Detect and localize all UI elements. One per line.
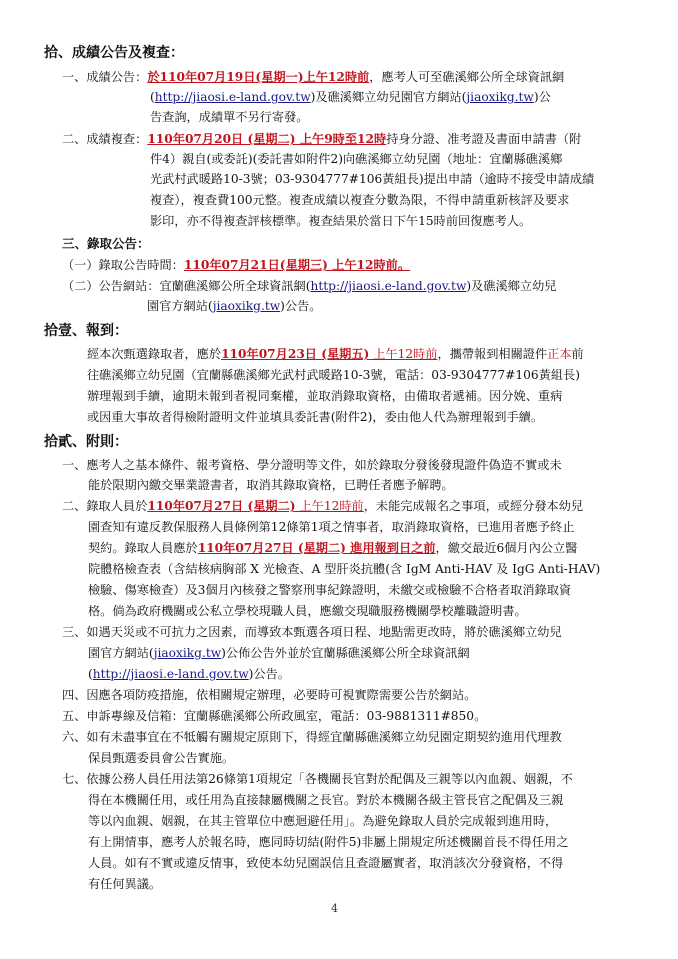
section-heading-results: 拾、成績公告及複查：	[44, 45, 184, 61]
registration-line-2: 往礁溪鄉立幼兒園（宜蘭縣礁溪鄉光武村武暖路10-3號，電話：03-9304777#106黃組長)	[87, 368, 580, 382]
admission-website-line-2: 園官方網站(jiaoxikg.tw)公告。	[147, 299, 322, 313]
appendix-item-2-line-2: 園查知有違反教保服務人員條例第12條第1項之情事者，取消錄取資格，已進用者應予終止	[88, 520, 575, 534]
admission-date: 110年07月21日(星期三) 上午12時前。	[183, 258, 411, 272]
results-review-line-4: 複查），複查費100元整。複查成績以複查分數為限，不得申請重新核評及要求	[150, 193, 570, 207]
page-number: 4	[331, 902, 338, 915]
original-copy-note: 正本	[547, 347, 572, 361]
results-review-date: 110年07月20日 (星期二) 上午9時至12時	[147, 132, 387, 146]
registration-line-3: 辦理報到手續，逾期未報到者視同棄權，並取消錄取資格，由備取者遞補。因分娩、重病	[87, 389, 563, 403]
registration-date: 110年07月23日 (星期五)	[221, 347, 370, 361]
appendix-item-7-line-3: 等以內血親、姻親，在其主管單位中應迴避任用」。為避免錄取人員於完成報到進用時，	[88, 814, 558, 828]
appendix-item-7-line-6: 有任何異議。	[88, 877, 162, 891]
appendix-item-7-line-5: 人員。如有不實或違反情事，致使本幼兒園誤信且查證屬實者，取消該次分發資格，不得	[88, 856, 564, 870]
appendix-item-4: 四、因應各項防疫措施，依相關規定辦理，必要時可視實際需要公告於網站。	[62, 688, 477, 702]
township-website-link-3[interactable]: http://jiaosi.e-land.gov.tw	[92, 667, 249, 681]
township-website-link[interactable]: http://jiaosi.e-land.gov.tw	[154, 90, 311, 104]
employment-time: 上午12時前	[295, 499, 364, 513]
results-announcement-line-2: (http://jiaosi.e-land.gov.tw)及礁溪鄉立幼兒園官方網站(jiaoxikg.tw)公	[150, 90, 551, 104]
results-announcement-line-3: 告查詢，成績單不另行寄發。	[150, 110, 309, 124]
results-review-line-5: 影印，亦不得複查評核標準。複查結果於當日下午15時前回復應考人。	[150, 214, 532, 228]
admission-heading: 三、錄取公告：	[62, 236, 150, 251]
results-review-line-2: 件4）親自(或委託)(委託書如附件2)向礁溪鄉立幼兒園（地址：宜蘭縣礁溪鄉	[150, 152, 563, 166]
results-review-line-3: 光武村武暖路10-3號；03-9304777#106黃組長)提出申請（逾時不接受申請成績	[150, 172, 595, 186]
appendix-item-2-line-5: 檢驗、傷寒檢查）及3個月內核發之警察刑事紀錄證明，未繳交或檢驗不合格者取消錄取資	[88, 583, 572, 597]
appendix-item-3-line-3: (http://jiaosi.e-land.gov.tw)公告。	[88, 667, 290, 681]
results-announcement-date: 於110年07月19日(星期一)上午12時前	[147, 70, 370, 84]
appendix-item-2-line-3: 契約。錄取人員應於110年07月27日 (星期二) 進用報到日之前，繳交最近6個月內公立醫	[88, 541, 578, 555]
registration-time: 上午12時前	[369, 347, 438, 361]
kindergarten-website-link[interactable]: jiaoxikg.tw	[466, 90, 534, 104]
results-review-line-1: 二、成績複查：110年07月20日 (星期二) 上午9時至12時持身分證、准考證及書面申請書（附	[62, 132, 582, 146]
admission-time-line: （一）錄取公告時間：110年07月21日(星期三) 上午12時前。	[62, 258, 411, 272]
appendix-item-2-line-4: 院體格檢查表（含結核病胸部 X 光檢查、A 型肝炎抗體(含 IgM Anti-HAV 及 IgG Anti-HAV)	[88, 562, 601, 576]
admission-website-line-1: （二）公告網站：宜蘭礁溪鄉公所全球資訊網(http://jiaosi.e-land.gov.tw)及礁溪鄉立幼兒	[62, 279, 557, 293]
appendix-item-3-line-1: 三、如遇天災或不可抗力之因素，而導致本甄選各項日程、地點需更改時，將於礁溪鄉立幼兒	[62, 625, 562, 639]
appendix-item-7-line-2: 得在本機關任用，或任用為直接隸屬機關之長官。對於本機關各級主管長官之配偶及三親	[88, 793, 564, 807]
section-heading-registration: 拾壹、報到：	[44, 323, 128, 339]
registration-line-1: 經本次甄選錄取者，應於110年07月23日 (星期五) 上午12時前，攜帶報到相關證件正本前	[87, 347, 584, 361]
township-website-link-2[interactable]: http://jiaosi.e-land.gov.tw	[310, 279, 467, 293]
appendix-item-2-line-6: 格。倘為政府機關或公私立學校現職人員，應繳交現職服務機關學校離職證明書。	[88, 604, 527, 618]
appendix-item-1-line-1: 一、應考人之基本條件、報考資格、學分證明等文件，如於錄取分發後發現證件偽造不實或未	[62, 458, 562, 472]
appendix-item-5: 五、申訴專線及信箱：宜蘭縣礁溪鄉公所政風室，電話：03-9881311#850。	[62, 709, 487, 723]
appendix-item-7-line-1: 七、依據公務人員任用法第26條第1項規定「各機關長官對於配偶及三親等以內血親、姻親，不	[62, 772, 573, 786]
results-announcement-line-1: 一、成績公告：於110年07月19日(星期一)上午12時前，應考人可至礁溪鄉公所全球資訊網	[62, 70, 565, 84]
section-heading-appendix: 拾貳、附則：	[44, 434, 128, 450]
appendix-item-1-line-2: 能於限期內繳交畢業證書者，取消其錄取資格，已聘任者應予解聘。	[88, 478, 454, 492]
appendix-item-6-line-1: 六、如有未盡事宜在不牴觸有關規定原則下，得經宜蘭縣礁溪鄉立幼兒園定期契約進用代理教	[62, 730, 562, 744]
appendix-item-3-line-2: 園官方網站(jiaoxikg.tw)公佈公告外並於宜蘭縣礁溪鄉公所全球資訊網	[88, 646, 470, 660]
appendix-item-2-line-1: 二、錄取人員於110年07月27日 (星期二) 上午12時前，未能完成報名之事項，或經分發本幼兒	[62, 499, 584, 513]
onboarding-date: 110年07月27日 (星期二) 進用報到日之前	[197, 541, 436, 555]
registration-line-4: 或因重大事故者得檢附證明文件並填具委託書(附件2)，委由他人代為辦理報到手續。	[87, 410, 544, 424]
employment-date: 110年07月27日 (星期二)	[147, 499, 296, 513]
kindergarten-website-link-3[interactable]: jiaoxikg.tw	[153, 646, 222, 660]
appendix-item-6-line-2: 保員甄選委員會公告實施。	[88, 751, 235, 765]
kindergarten-website-link-2[interactable]: jiaoxikg.tw	[212, 299, 281, 313]
appendix-item-7-line-4: 有上開情事，應考人於報名時，應同時切結(附件5)非屬上開規定所述機關首長不得任用之	[88, 835, 569, 849]
